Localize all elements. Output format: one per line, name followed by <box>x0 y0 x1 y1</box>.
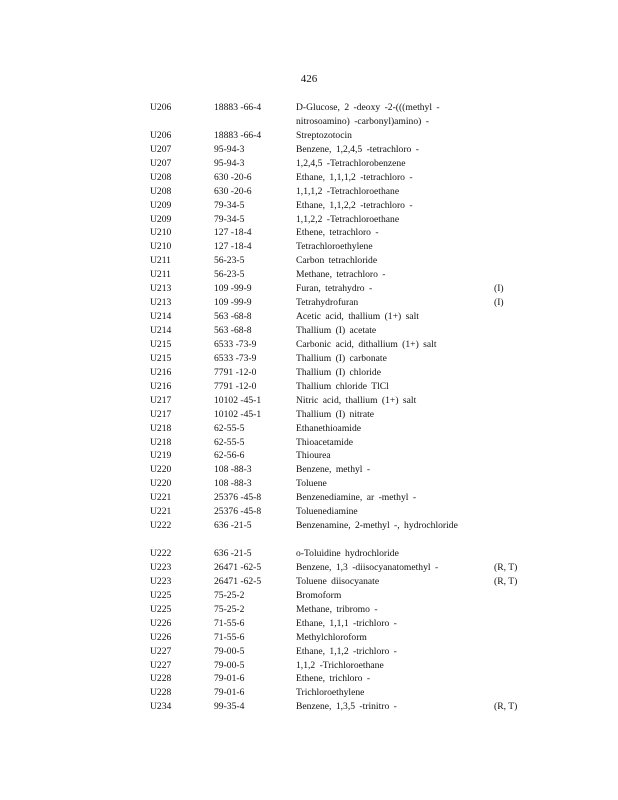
substance-name: Furan, tetrahydro - <box>296 283 373 295</box>
waste-code: U227 <box>150 659 172 671</box>
cas-number: 79-00-5 <box>214 659 245 671</box>
substance-name: Thallium (I) acetate <box>296 325 377 337</box>
substance-name: Trichloroethylene <box>296 687 365 699</box>
waste-code: U221 <box>150 506 172 518</box>
table-row <box>0 659 618 673</box>
substance-name: Benzenamine, 2-methyl -, hydrochloride <box>296 520 458 532</box>
table-row <box>0 617 618 631</box>
substance-name: Thiourea <box>296 450 331 462</box>
waste-code: U208 <box>150 185 172 197</box>
substance-name: Streptozotocin <box>296 129 352 141</box>
table-row <box>0 157 618 171</box>
cas-number: 108 -88-3 <box>214 478 252 490</box>
waste-code: U215 <box>150 338 172 350</box>
substance-name: Benzene, methyl - <box>296 464 371 476</box>
table-row <box>0 324 618 338</box>
hazard-code: (I) <box>494 297 504 309</box>
substance-name: Ethane, 1,1,1 -trichloro - <box>296 617 397 629</box>
substance-name: Ethene, trichloro - <box>296 673 371 685</box>
cas-number: 10102 -45-1 <box>214 394 262 406</box>
cas-number: 79-01-6 <box>214 673 245 685</box>
waste-code: U214 <box>150 311 172 323</box>
waste-code: U222 <box>150 520 172 532</box>
substance-name: Ethane, 1,1,1,2 -tetrachloro - <box>296 171 413 183</box>
cas-number: 75-25-2 <box>214 589 245 601</box>
substance-name: Thallium (I) chloride <box>296 366 381 378</box>
cas-number: 10102 -45-1 <box>214 408 262 420</box>
waste-code: U223 <box>150 575 172 587</box>
table-row <box>0 463 618 477</box>
table-row <box>0 296 618 310</box>
cas-number: 127 -18-4 <box>214 227 252 239</box>
cas-number: 62-55-5 <box>214 422 245 434</box>
table-row <box>0 185 618 199</box>
waste-code-list <box>0 101 618 714</box>
substance-name: Methylchloroform <box>296 631 367 643</box>
page-number: 426 <box>300 73 318 85</box>
table-row <box>0 408 618 422</box>
substance-name: Toluene diisocyanate <box>296 575 380 587</box>
waste-code: U225 <box>150 603 172 615</box>
cas-number: 630 -20-6 <box>214 171 252 183</box>
waste-code: U216 <box>150 366 172 378</box>
waste-code: U207 <box>150 143 172 155</box>
cas-number: 71-55-6 <box>214 631 245 643</box>
table-row <box>0 366 618 380</box>
substance-name: o-Toluidine hydrochloride <box>296 548 399 560</box>
waste-code: U225 <box>150 589 172 601</box>
substance-name: Carbon tetrachloride <box>296 255 378 267</box>
cas-number: 630 -20-6 <box>214 185 252 197</box>
waste-code: U209 <box>150 199 172 211</box>
cas-number: 75-25-2 <box>214 603 245 615</box>
table-row <box>0 477 618 491</box>
hazard-code: (R, T) <box>494 701 518 713</box>
substance-name: Acetic acid, thallium (1+) salt <box>296 311 419 323</box>
substance-name: Ethene, tetrachloro - <box>296 227 379 239</box>
substance-name: Nitric acid, thallium (1+) salt <box>296 394 417 406</box>
substance-name: Benzenediamine, ar -methyl - <box>296 492 417 504</box>
table-row <box>0 394 618 408</box>
cas-number: 62-55-5 <box>214 436 245 448</box>
table-row <box>0 338 618 352</box>
cas-number: 636 -21-5 <box>214 520 252 532</box>
cas-number: 95-94-3 <box>214 143 245 155</box>
waste-code: U213 <box>150 297 172 309</box>
waste-code: U210 <box>150 227 172 239</box>
waste-code: U218 <box>150 422 172 434</box>
cas-number: 18883 -66-4 <box>214 102 262 113</box>
hazard-code: (R, T) <box>494 575 518 587</box>
waste-code: U206 <box>150 102 172 113</box>
hazard-code: (R, T) <box>494 561 518 573</box>
cas-number: 109 -99-9 <box>214 283 252 295</box>
table-row <box>0 547 618 561</box>
table-row <box>0 672 618 686</box>
table-row <box>0 686 618 700</box>
cas-number: 7791 -12-0 <box>214 366 257 378</box>
substance-name: 1,1,2 -Trichloroethane <box>296 659 384 671</box>
table-row <box>0 380 618 394</box>
waste-code: U227 <box>150 645 172 657</box>
waste-code: U217 <box>150 408 172 420</box>
waste-code: U206 <box>150 129 172 141</box>
table-row <box>0 199 618 213</box>
table-row <box>0 240 618 254</box>
cas-number: 95-94-3 <box>214 157 245 169</box>
waste-code: U226 <box>150 617 172 629</box>
waste-code: U213 <box>150 283 172 295</box>
cas-number: 79-00-5 <box>214 645 245 657</box>
table-row <box>0 575 618 589</box>
table-row <box>0 436 618 450</box>
table-row <box>0 422 618 436</box>
cas-number: 108 -88-3 <box>214 464 252 476</box>
waste-code: U228 <box>150 673 172 685</box>
cas-number: 6533 -73-9 <box>214 352 257 364</box>
cas-number: 7791 -12-0 <box>214 380 257 392</box>
table-row <box>0 226 618 240</box>
table-row <box>0 143 618 157</box>
substance-name: Toluene <box>296 478 327 490</box>
table-row <box>0 254 618 268</box>
table-row <box>0 282 618 296</box>
waste-code: U228 <box>150 687 172 699</box>
waste-code: U226 <box>150 631 172 643</box>
waste-code: U211 <box>150 269 171 281</box>
table-row <box>0 101 618 129</box>
cas-number: 563 -68-8 <box>214 311 252 323</box>
cas-number: 636 -21-5 <box>214 548 252 560</box>
substance-name: Benzene, 1,2,4,5 -tetrachloro - <box>296 143 419 155</box>
cas-number: 127 -18-4 <box>214 241 252 253</box>
table-row <box>0 449 618 463</box>
waste-code: U217 <box>150 394 172 406</box>
cas-number: 56-23-5 <box>214 255 245 267</box>
cas-number: 25376 -45-8 <box>214 506 262 518</box>
table-row <box>0 171 618 185</box>
waste-code: U208 <box>150 171 172 183</box>
substance-name: 1,1,2,2 -Tetrachloroethane <box>296 213 400 225</box>
substance-name: Methane, tribromo - <box>296 603 378 615</box>
waste-code: U216 <box>150 380 172 392</box>
cas-number: 109 -99-9 <box>214 297 252 309</box>
cas-number: 62-56-6 <box>214 450 245 462</box>
table-row <box>0 603 618 617</box>
substance-name: Benzene, 1,3,5 -trinitro - <box>296 701 397 713</box>
hazard-code: (I) <box>494 283 504 295</box>
waste-code: U223 <box>150 561 172 573</box>
substance-name: Tetrachloroethylene <box>296 241 373 253</box>
substance-name: Ethanethioamide <box>296 422 362 434</box>
substance-name: Benzene, 1,3 -diisocyanatomethyl - <box>296 561 439 573</box>
substance-name: 1,2,4,5 -Tetrachlorobenzene <box>296 157 406 169</box>
waste-code: U218 <box>150 436 172 448</box>
table-row <box>0 519 618 547</box>
waste-code: U222 <box>150 548 172 560</box>
cas-number: 563 -68-8 <box>214 325 252 337</box>
waste-code: U211 <box>150 255 171 267</box>
cas-number: 56-23-5 <box>214 269 245 281</box>
table-row <box>0 310 618 324</box>
table-row <box>0 491 618 505</box>
table-row <box>0 631 618 645</box>
substance-name: Thallium (I) nitrate <box>296 408 375 420</box>
waste-code: U209 <box>150 213 172 225</box>
substance-name: Ethane, 1,1,2,2 -tetrachloro - <box>296 199 413 211</box>
waste-code: U219 <box>150 450 172 462</box>
substance-name: Thioacetamide <box>296 436 354 448</box>
waste-code: U234 <box>150 701 172 713</box>
substance-name: Bromoform <box>296 589 342 601</box>
cas-number: 79-34-5 <box>214 213 245 225</box>
substance-name: Thallium chloride TlCl <box>296 380 389 392</box>
waste-code: U207 <box>150 157 172 169</box>
cas-number: 79-01-6 <box>214 687 245 699</box>
substance-name: Methane, tetrachloro - <box>296 269 386 281</box>
cas-number: 26471 -62-5 <box>214 575 262 587</box>
table-row <box>0 589 618 603</box>
substance-name: D-Glucose, 2 -deoxy -2-(((methyl - nitrosoamino) -carbonyl)amino) - <box>296 102 440 127</box>
cas-number: 18883 -66-4 <box>214 129 262 141</box>
cas-number: 6533 -73-9 <box>214 338 257 350</box>
substance-name: Toluenediamine <box>296 506 358 518</box>
substance-name: Tetrahydrofuran <box>296 297 359 309</box>
table-row <box>0 352 618 366</box>
cas-number: 99-35-4 <box>214 701 245 713</box>
waste-code: U220 <box>150 478 172 490</box>
table-row <box>0 505 618 519</box>
table-row <box>0 645 618 659</box>
waste-code: U221 <box>150 492 172 504</box>
table-row <box>0 129 618 143</box>
substance-name: 1,1,1,2 -Tetrachloroethane <box>296 185 400 197</box>
waste-code: U220 <box>150 464 172 476</box>
table-row <box>0 561 618 575</box>
table-row <box>0 700 618 714</box>
waste-code: U214 <box>150 325 172 337</box>
substance-name: Thallium (I) carbonate <box>296 352 387 364</box>
cas-number: 26471 -62-5 <box>214 561 262 573</box>
table-row <box>0 268 618 282</box>
cas-number: 71-55-6 <box>214 617 245 629</box>
substance-name: Ethane, 1,1,2 -trichloro - <box>296 645 397 657</box>
waste-code: U215 <box>150 352 172 364</box>
substance-name: Carbonic acid, dithallium (1+) salt <box>296 338 437 350</box>
cas-number: 79-34-5 <box>214 199 245 211</box>
waste-code: U210 <box>150 241 172 253</box>
table-row <box>0 213 618 227</box>
cas-number: 25376 -45-8 <box>214 492 262 504</box>
